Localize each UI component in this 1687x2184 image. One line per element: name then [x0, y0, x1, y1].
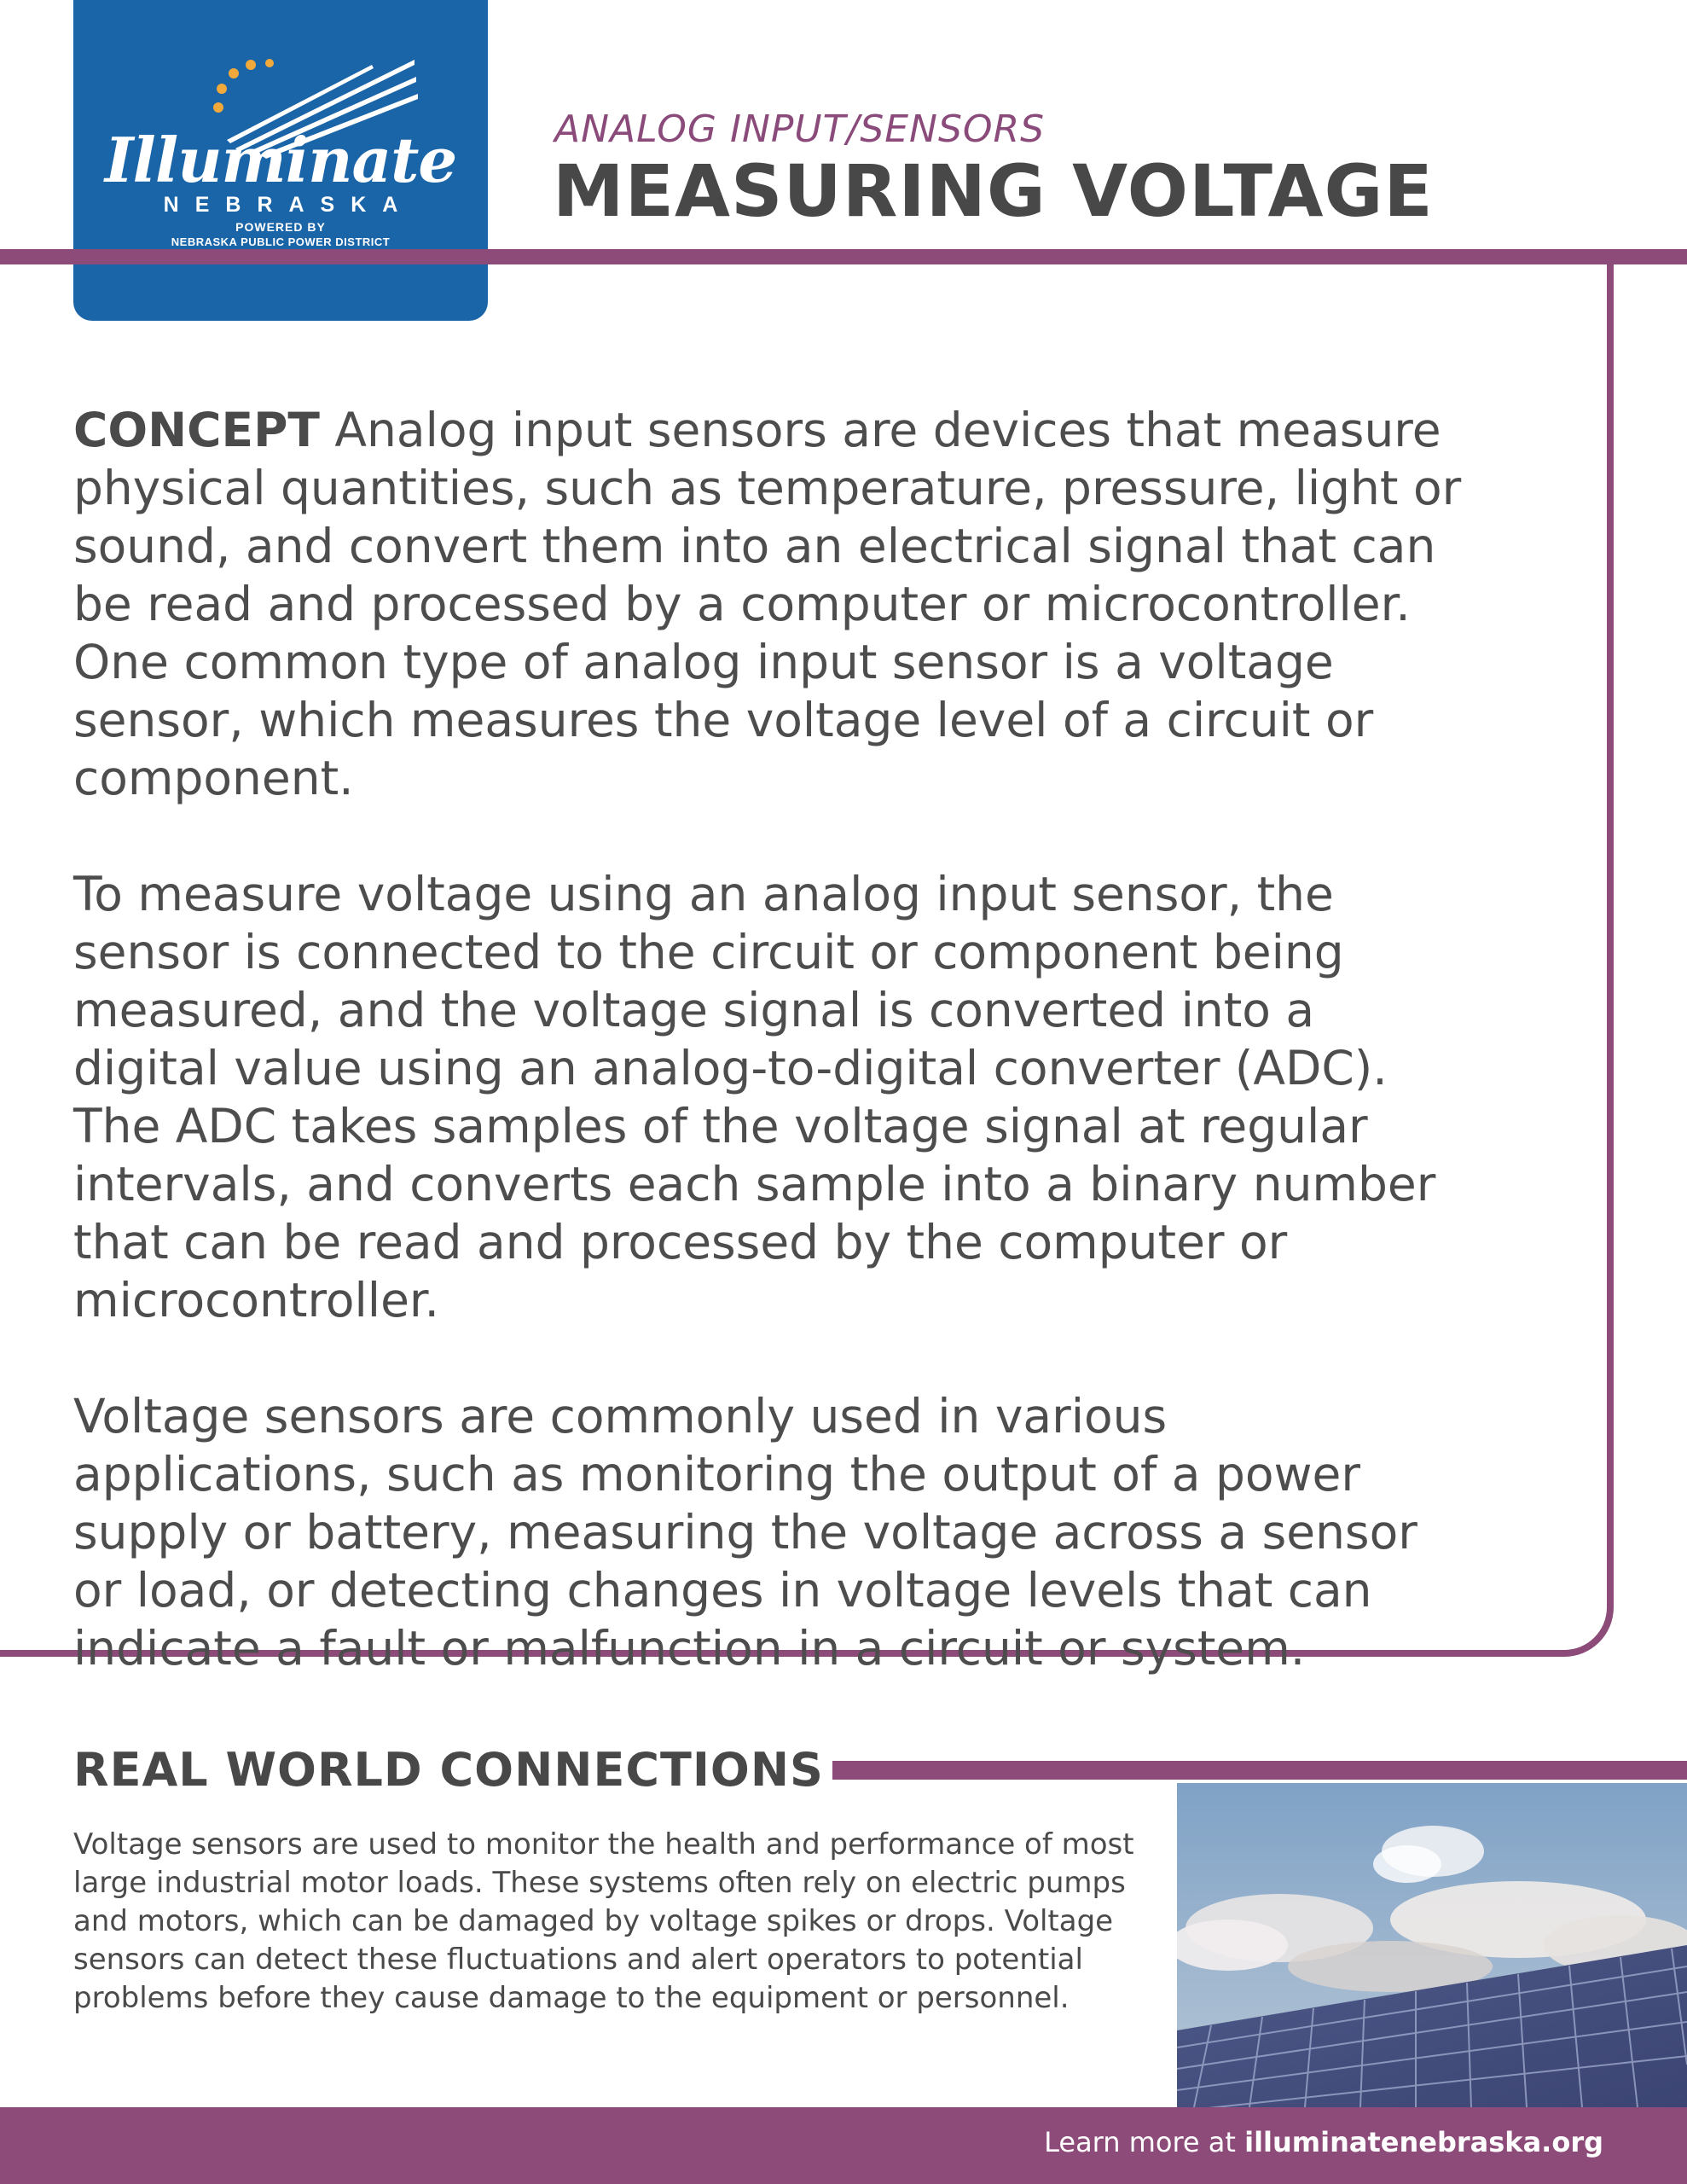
real-world-title: REAL WORLD CONNECTIONS	[73, 1744, 832, 1797]
concept-label: CONCEPT	[73, 403, 320, 457]
logo-state: NEBRASKA	[163, 193, 415, 217]
page-subtitle: ANALOG INPUT/SENSORS	[554, 107, 1046, 151]
footer-website-link[interactable]: illuminatenebraska.org	[1244, 2126, 1603, 2158]
real-world-divider	[768, 1761, 1687, 1780]
concept-section	[73, 401, 1472, 1735]
concept-paragraph-2: To measure voltage using an analog input sensor, the sensor is connected to the circuit or component being measured, and the voltage signal is converted into a digital value using an analog-to-digital converter (ADC). The ADC takes samples of the voltage signal at regular intervals, and converts each sample into a binary number that can be read and processed by the computer or microcontroller.	[73, 867, 1436, 1327]
footer-bar	[0, 2107, 1687, 2184]
solar-panel-image	[1177, 1783, 1687, 2107]
solar-panels-photo	[1177, 1783, 1687, 2107]
logo-district: NEBRASKA PUBLIC POWER DISTRICT	[171, 235, 391, 248]
logo-wordmark: Illuminate	[104, 124, 457, 196]
real-world-text: Voltage sensors are used to monitor the health and performance of most large industrial motor loads. These systems often rely on electric pumps and motors, which can be damaged by voltage spikes or drops. Voltage sensors can detect these fluctuations and alert operators to potential problems before they cause damage to the equipment or personnel.	[73, 1827, 1134, 2015]
logo-powered-by: POWERED BY	[235, 220, 326, 234]
concept-paragraph-3: Voltage sensors are commonly used in various applications, such as monitoring the output of a power supply or battery, measuring the voltage across a sensor or load, or detecting changes in voltage levels that can indicate a fault or malfunction in a circuit or system.	[73, 1389, 1417, 1676]
page-title: MEASURING VOLTAGE	[553, 149, 1434, 233]
footer-learn-prefix: Learn more at	[1044, 2126, 1245, 2158]
footer-learn-more	[1044, 2126, 1603, 2158]
concept-paragraph-1	[73, 401, 1472, 807]
concept-text-1: Analog input sensors are devices that measure physical quantities, such as temperature, pressure, light or sound, and convert them into an electrical signal that can be read and processed by a computer or microcontroller. One common type of analog input sensor is a voltage sensor, which measures the voltage level of a circuit or component.	[73, 403, 1462, 805]
